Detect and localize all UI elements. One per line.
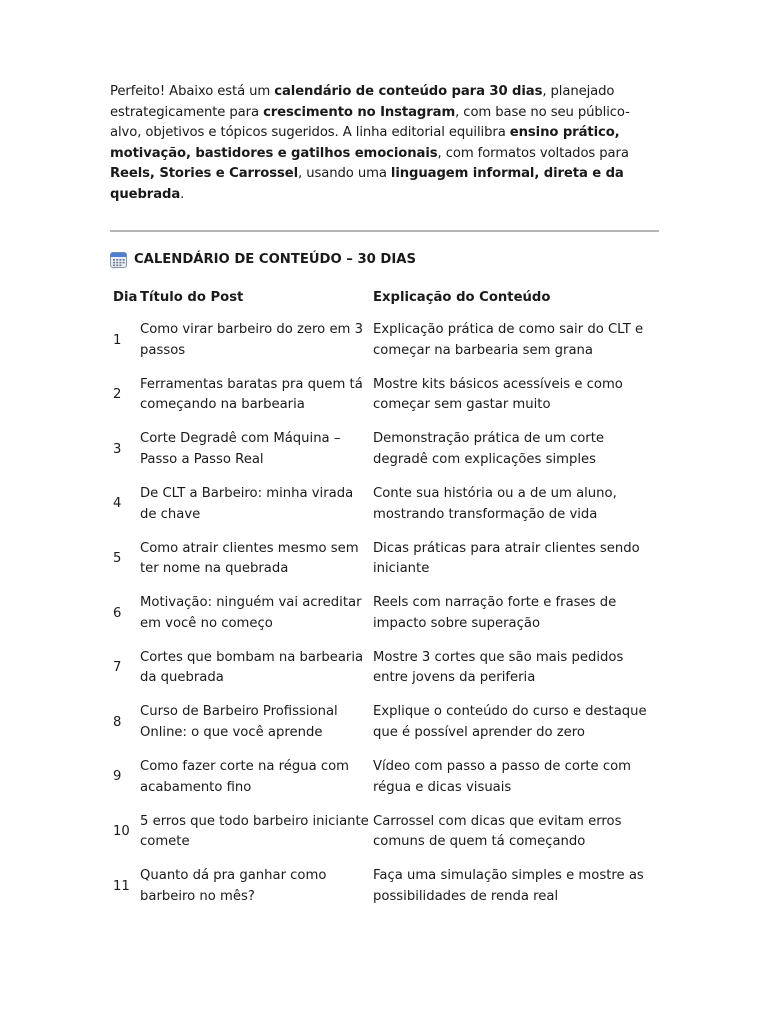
table-header-row bbox=[110, 282, 662, 314]
intro-emphasis: Reels, Stories e Carrossel bbox=[110, 166, 299, 182]
cell-explicacao: Explicação prática de como sair do CLT e começar na barbearia sem grana bbox=[373, 322, 644, 358]
cell-titulo: Motivação: ninguém vai acreditar em você no começo bbox=[140, 595, 362, 631]
table-row bbox=[110, 587, 662, 642]
cell-titulo: Ferramentas baratas pra quem tá começando na barbearia bbox=[140, 376, 363, 413]
intro-text: , usando uma bbox=[298, 166, 391, 182]
cell-titulo: 5 erros que todo barbeiro iniciante comete bbox=[140, 813, 369, 850]
cell-dia: 6 bbox=[113, 605, 122, 621]
cell-dia: 8 bbox=[113, 714, 122, 730]
cell-explicacao: Conte sua história ou a de um aluno, mostrando transformação de vida bbox=[373, 486, 617, 522]
table-row bbox=[110, 423, 662, 478]
cell-explicacao: Vídeo com passo a passo de corte com régua e dicas visuais bbox=[373, 759, 632, 795]
intro-text: . bbox=[180, 186, 185, 202]
cell-titulo: Corte Degradê com Máquina – Passo a Passo Real bbox=[140, 431, 341, 468]
intro-text: , com base no seu público-alvo, objetivos e tópicos sugeridos. A linha editorial equilibra bbox=[110, 104, 630, 141]
cell-dia: 1 bbox=[113, 332, 122, 348]
cell-titulo: Como atrair clientes mesmo sem ter nome na quebrada bbox=[140, 540, 359, 577]
table-row bbox=[110, 805, 662, 860]
cell-explicacao: Mostre 3 cortes que são mais pedidos entre jovens da periferia bbox=[373, 649, 624, 686]
cell-explicacao: Faça uma simulação simples e mostre as possibilidades de renda real bbox=[373, 868, 644, 904]
cell-dia: 9 bbox=[113, 769, 122, 785]
calendar-icon bbox=[110, 251, 127, 268]
intro-emphasis: crescimento no Instagram bbox=[263, 104, 456, 120]
intro-text: , com formatos voltados para bbox=[437, 145, 629, 161]
header-explicacao: Explicação do Conteúdo bbox=[373, 290, 551, 306]
cell-titulo: Quanto dá pra ganhar como barbeiro no mês? bbox=[140, 868, 327, 904]
cell-titulo: Cortes que bombam na barbearia da quebrada bbox=[140, 649, 364, 686]
table-row bbox=[110, 477, 662, 532]
horizontal-divider bbox=[110, 230, 659, 232]
content-calendar-table bbox=[110, 282, 662, 915]
cell-dia: 3 bbox=[113, 441, 122, 457]
cell-explicacao: Mostre kits básicos acessíveis e como começar sem gastar muito bbox=[373, 376, 623, 413]
section-title: CALENDÁRIO DE CONTEÚDO – 30 DIAS bbox=[134, 252, 416, 268]
intro-emphasis: calendário de conteúdo para 30 dias bbox=[274, 84, 543, 99]
table-row bbox=[110, 696, 662, 751]
cell-explicacao: Carrossel com dicas que evitam erros comuns de quem tá começando bbox=[373, 813, 622, 850]
cell-dia: 5 bbox=[113, 550, 122, 566]
intro-paragraph bbox=[110, 82, 660, 206]
cell-explicacao: Reels com narração forte e frases de impacto sobre superação bbox=[373, 595, 617, 631]
intro-emphasis: linguagem informal, direta e da quebrada bbox=[110, 166, 624, 202]
cell-dia: 10 bbox=[113, 823, 130, 839]
header-titulo: Título do Post bbox=[140, 290, 244, 306]
header-dia: Dia bbox=[113, 290, 138, 306]
document-page bbox=[110, 82, 660, 914]
intro-text: , planejado estrategicamente para bbox=[110, 84, 615, 120]
table-row bbox=[110, 532, 662, 587]
cell-dia: 2 bbox=[113, 387, 122, 403]
cell-explicacao: Demonstração prática de um corte degradê com explicações simples bbox=[373, 431, 605, 468]
intro-text: Perfeito! Abaixo está um bbox=[110, 84, 275, 99]
table-row bbox=[110, 750, 662, 805]
cell-explicacao: Explique o conteúdo do curso e destaque que é possível aprender do zero bbox=[373, 704, 647, 741]
cell-dia: 11 bbox=[113, 878, 130, 894]
table-row bbox=[110, 641, 662, 696]
cell-titulo: Como fazer corte na régua com acabamento fino bbox=[140, 759, 350, 795]
intro-emphasis: ensino prático, motivação, bastidores e gatilhos emocionais bbox=[110, 125, 620, 161]
table-row bbox=[110, 860, 662, 915]
cell-dia: 7 bbox=[113, 660, 122, 676]
cell-titulo: Curso de Barbeiro Profissional Online: o que você aprende bbox=[140, 704, 338, 741]
cell-titulo: De CLT a Barbeiro: minha virada de chave bbox=[140, 486, 354, 522]
section-heading bbox=[110, 250, 660, 270]
table-row bbox=[110, 368, 662, 423]
cell-titulo: Como virar barbeiro do zero em 3 passos bbox=[140, 322, 363, 358]
cell-dia: 4 bbox=[113, 496, 122, 512]
cell-explicacao: Dicas práticas para atrair clientes sendo iniciante bbox=[373, 540, 640, 577]
table-row bbox=[110, 314, 662, 369]
